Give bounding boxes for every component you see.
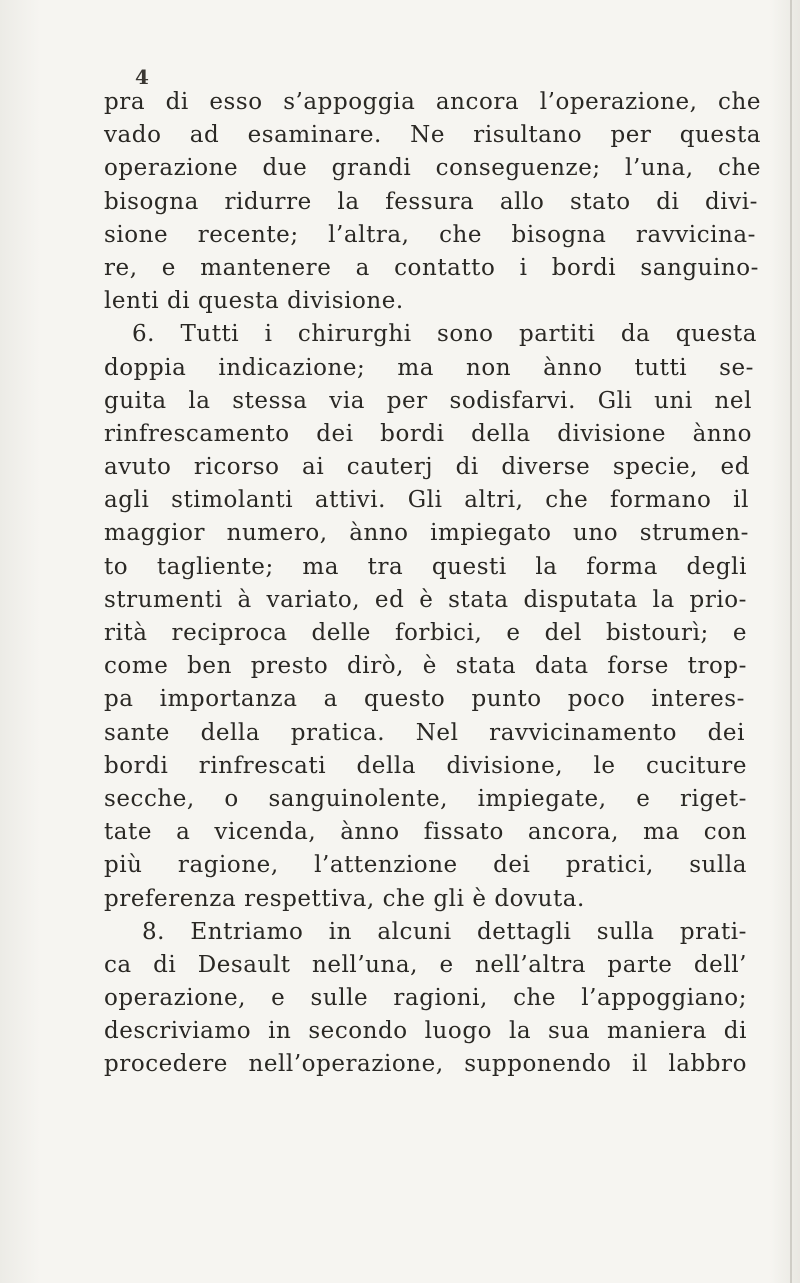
text-line: agli stimolanti attivi. Gli altri, che formano il bbox=[104, 487, 749, 514]
text-line: pra di esso s’appoggia ancora l’operazione, che bbox=[104, 89, 761, 115]
text-line: maggior numero, ànno impiegato uno strumen- bbox=[104, 520, 749, 547]
text-line: sante della pratica. Nel ravvicinamento dei bbox=[104, 719, 745, 746]
text-line: strumenti à variato, ed è stata disputata la prio- bbox=[104, 586, 747, 613]
text-line: descriviamo in secondo luogo la sua maniera di bbox=[104, 1018, 747, 1045]
text-line: operazione due grandi conseguenze; l’una, che bbox=[104, 155, 761, 182]
text-line: 6. Tutti i chirurghi sono partiti da questa bbox=[132, 321, 757, 348]
page-edge bbox=[790, 0, 792, 1283]
text-line: ca di Desault nell’una, e nell’altra parte dell’ bbox=[104, 951, 747, 978]
text-line: operazione, e sulle ragioni, che l’appoggiano; bbox=[104, 985, 747, 1012]
text-line: secche, o sanguinolente, impiegate, e riget- bbox=[104, 785, 747, 812]
text-line: bisogna ridurre la fessura allo stato di divi- bbox=[104, 188, 758, 215]
text-line: avuto ricorso ai cauterj di diverse specie, ed bbox=[104, 454, 750, 481]
text-line: preferenza respettiva, che gli è dovuta. bbox=[104, 885, 585, 912]
text-line: lenti di questa divisione. bbox=[104, 288, 404, 315]
text-line: guita la stessa via per sodisfarvi. Gli uni nel bbox=[104, 387, 752, 414]
page-marker: 4 bbox=[135, 65, 149, 89]
text-line: pa importanza a questo punto poco interes- bbox=[104, 686, 745, 713]
text-line: tate a vicenda, ànno fissato ancora, ma con bbox=[104, 819, 747, 846]
text-line: rinfrescamento dei bordi della divisione ànno bbox=[104, 420, 752, 447]
text-line: to tagliente; ma tra questi la forma degli bbox=[104, 553, 747, 580]
text-line: rità reciproca delle forbici, e del bistourì; e bbox=[104, 620, 747, 646]
text-line: bordi rinfrescati della divisione, le cuciture bbox=[104, 752, 747, 779]
text-line: più ragione, l’attenzione dei pratici, sulla bbox=[104, 852, 747, 879]
text-line: vado ad esaminare. Ne risultano per questa bbox=[104, 122, 761, 149]
text-line: come ben presto dirò, è stata data forse trop- bbox=[104, 653, 747, 680]
text-line: 8. Entriamo in alcuni dettagli sulla prati- bbox=[142, 918, 747, 945]
body-text bbox=[104, 86, 772, 1082]
text-line: procedere nell’operazione, supponendo il labbro bbox=[104, 1051, 747, 1078]
text-line: re, e mantenere a contatto i bordi sanguino- bbox=[104, 254, 759, 281]
text-line: sione recente; l’altra, che bisogna ravvicina- bbox=[104, 221, 756, 248]
text-line: doppia indicazione; ma non ànno tutti se- bbox=[104, 354, 754, 381]
